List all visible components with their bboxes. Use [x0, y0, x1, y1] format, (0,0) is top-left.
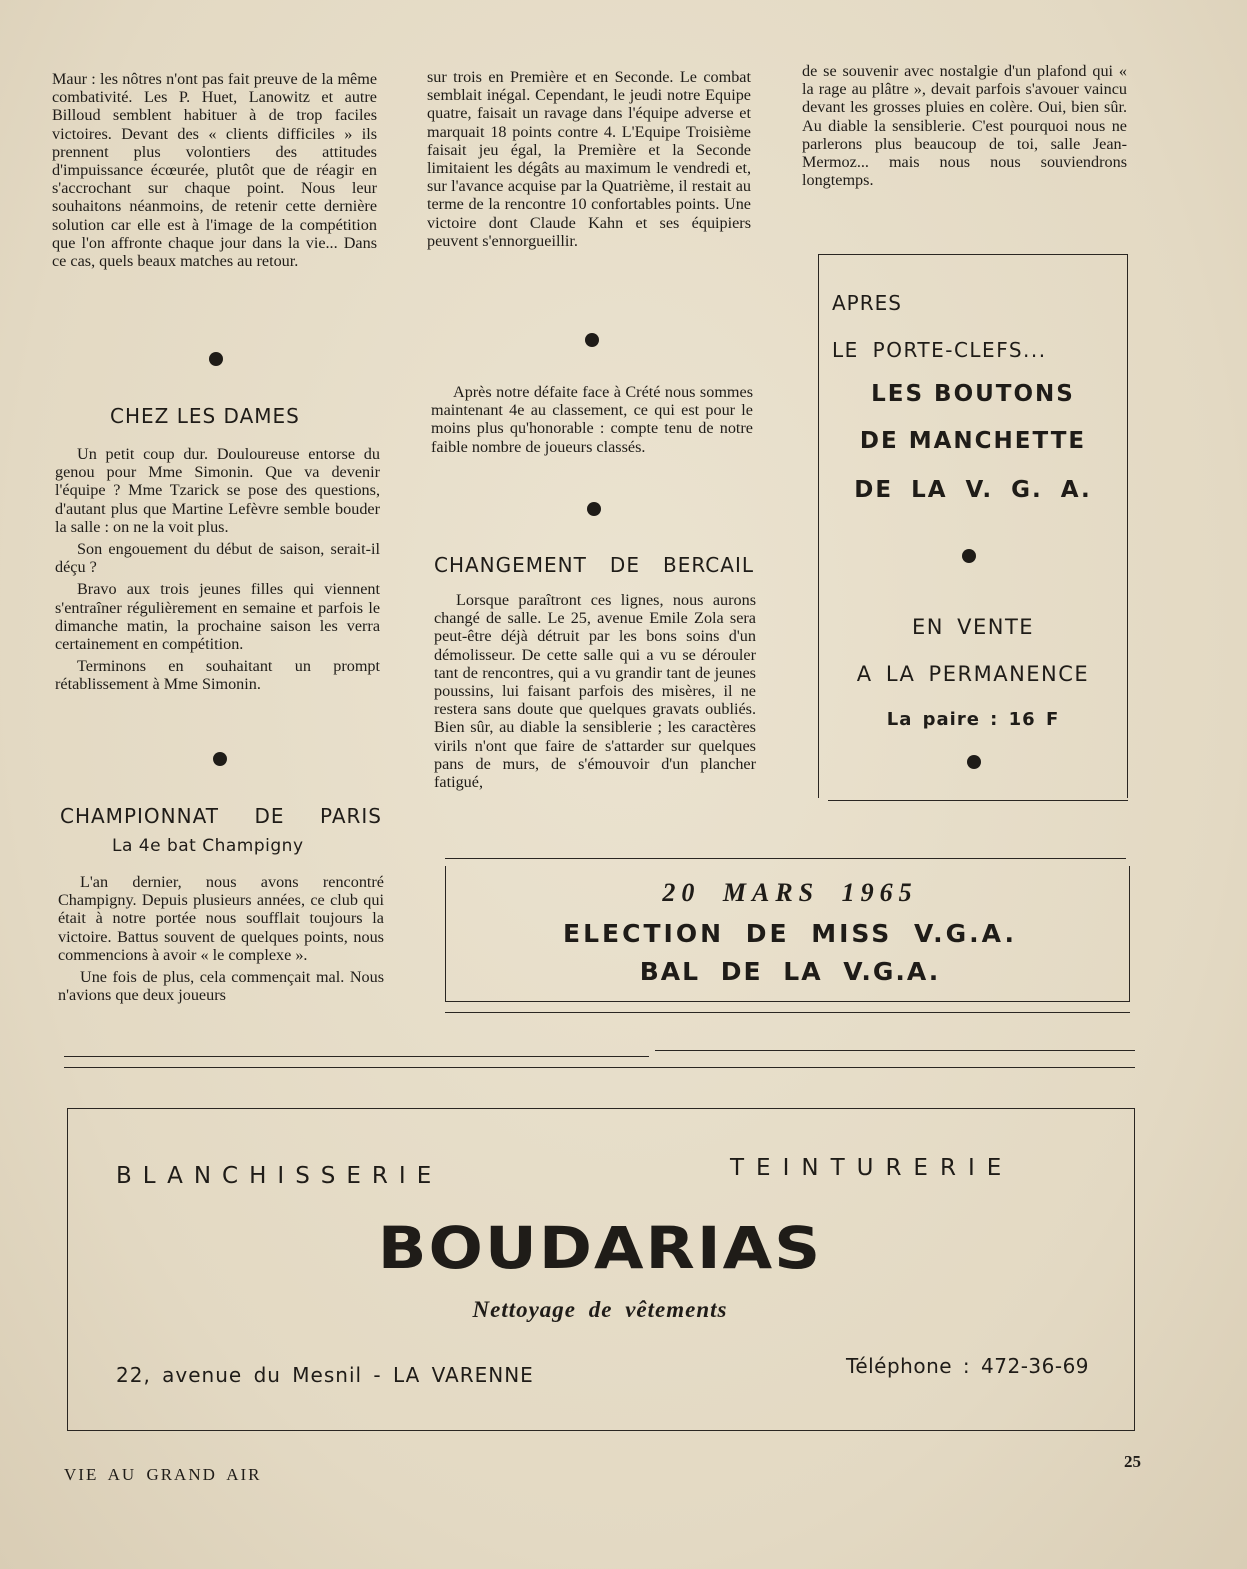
dames-paragraph-1: Un petit coup dur. Douloureuse entorse du genou pour Mme Simonin. Que va devenir l'équipe ? Mme Tzarick se pose des questions, d'autant plus que Martine Lefèvre semble bouder la salle : on ne la voit plus.: [55, 445, 380, 536]
col1-paragraph: Maur : les nôtres n'ont pas fait preuve de la même combativité. Les P. Huet, Lanowitz et autre Billoud semblent habituer à de trop faciles victoires. Devant des « clients difficiles » ils prennent plus volontiers des attitudes d'impuissance écœurée, plutôt que de réagir en s'accrochant sur chaque point. Nous leur souhaitons néanmoins, de retenir cette dernière solution car elle est à l'image de la compétition que l'on affronte chaque jour dans la vie... Dans ce cas, quels beaux matches au retour.: [52, 70, 377, 271]
column-2-bercail: [434, 591, 756, 795]
ad-boudarias-phone: Téléphone : 472-36-69: [846, 1354, 1090, 1378]
footer-magazine-title: VIE AU GRAND AIR: [64, 1465, 262, 1484]
column-1-dames: [55, 445, 380, 698]
ad-election-line-2: ELECTION DE MISS V.G.A.: [563, 919, 1017, 948]
ad-boutons-line-3: LES BOUTONS: [871, 381, 1075, 407]
column-3-text: [802, 62, 1127, 193]
page-separator-right: [655, 1050, 1135, 1051]
bullet-separator: [213, 752, 227, 766]
bullet-separator: [962, 549, 976, 563]
column-1-intro: [52, 70, 377, 274]
ad-election-date: 20 MARS 1965: [662, 878, 918, 907]
bullet-separator: [585, 333, 599, 347]
bullet-separator: [587, 502, 601, 516]
column-1-championnat: [58, 873, 384, 1008]
ad-boutons-bottom-rule: [828, 800, 1128, 801]
col3-paragraph: de se souvenir avec nostalgie d'un plafond qui « la rage au plâtre », devait parfois s'avouer vaincu devant les grosses pluies en colère. Oui, bien sûr. Au diable la sensiblerie. C'est pourquoi nous ne parlerons plus beaucoup de toi, salle Jean-Mermoz... mais nous nous souviendrons longtemps.: [802, 62, 1127, 190]
section-subtitle-championnat: La 4e bat Champigny: [112, 836, 304, 856]
page-separator-lower: [64, 1067, 1135, 1068]
page-separator-left: [64, 1056, 649, 1057]
champ-paragraph-2: Une fois de plus, cela commençait mal. Nous n'avions que deux joueurs: [58, 968, 384, 1005]
ad-boutons-line-1: APRES: [832, 291, 902, 315]
footer-page-number: 25: [1124, 1452, 1141, 1471]
section-title-dames: CHEZ LES DAMES: [110, 404, 300, 428]
ad-election-line-3: BAL DE LA V.G.A.: [639, 957, 941, 986]
ad-boutons-line-7: A LA PERMANENCE: [856, 662, 1090, 686]
bullet-separator: [967, 755, 981, 769]
ad-boudarias-left-word: BLANCHISSERIE: [116, 1163, 443, 1189]
section-title-bercail: CHANGEMENT DE BERCAIL: [434, 553, 754, 577]
bullet-separator: [209, 352, 223, 366]
col2-paragraph-2: Après notre défaite face à Crété nous sommes maintenant 4e au classement, ce qui est pour le moins plus qu'honorable : compte tenu de notre faible nombre de joueurs classés.: [431, 383, 753, 456]
col2-paragraph-1: sur trois en Première et en Seconde. Le combat semblait inégal. Cependant, le jeudi notre Equipe quatre, faisait un ravage dans l'équipe adverse et marquait 18 points contre 4. L'Equipe Troisième faisait jeu égal, la Première et la Seconde limitaient les dégâts au maximum le vendredi et, sur l'avance acquise par la Quatrième, il restait au terme de la rencontre 10 confortables points. Une victoire dont Claude Kahn et ses équipiers peuvent s'ennorgueillir.: [427, 68, 751, 250]
ad-boudarias-right-word: TEINTURERIE: [730, 1155, 1014, 1181]
column-2-classement: [431, 383, 753, 460]
dames-paragraph-3: Bravo aux trois jeunes filles qui viennent s'entraîner régulièrement en semaine et parfois le dimanche matin, la prochaine saison les verra certainement en compétition.: [55, 580, 380, 654]
ad-election-bottom-rule: [445, 1012, 1130, 1013]
ad-boudarias-tagline: Nettoyage de vêtements: [472, 1297, 728, 1322]
dames-paragraph-4: Terminons en souhaitant un prompt rétablissement à Mme Simonin.: [55, 657, 380, 694]
ad-election-top-rule: [445, 858, 1126, 859]
dames-paragraph-2: Son engouement du début de saison, serait-il déçu ?: [55, 540, 380, 577]
ad-boudarias-address: 22, avenue du Mesnil - LA VARENNE: [116, 1363, 534, 1387]
column-2-match: [427, 68, 751, 254]
ad-boutons-line-6: EN VENTE: [911, 615, 1035, 639]
ad-boudarias-brand: BOUDARIAS: [377, 1215, 823, 1283]
ad-boutons-price: La paire : 16 F: [886, 709, 1060, 730]
ad-boutons-line-4: DE MANCHETTE: [859, 428, 1087, 454]
bercail-paragraph: Lorsque paraîtront ces lignes, nous aurons changé de salle. Le 25, avenue Emile Zola sera peut-être déjà détruit par les bons soins d'un démolisseur. De cette salle qui a vu se dérouler tant de rencontres, qui a vu grandir tant de jeunes poussins, lui faisant parfois des misères, il ne restera sans doute que quelques gravats oubliés. Bien sûr, au diable la sensiblerie ; les caractères virils n'ont que faire de s'attarder sur quelques pans de murs, de s'émouvoir d'un plancher fatigué,: [434, 591, 756, 792]
ad-boutons-line-2: LE PORTE-CLEFS...: [832, 338, 1047, 362]
section-title-championnat: CHAMPIONNAT DE PARIS: [60, 804, 382, 828]
ad-boutons-line-5: DE LA V. G. A.: [854, 477, 1092, 503]
champ-paragraph-1: L'an dernier, nous avons rencontré Champigny. Depuis plusieurs années, ce club qui était à notre portée nous soufflait toujours la victoire. Battus souvent de quelques points, nous commencions à avoir « le complexe ».: [58, 873, 384, 964]
